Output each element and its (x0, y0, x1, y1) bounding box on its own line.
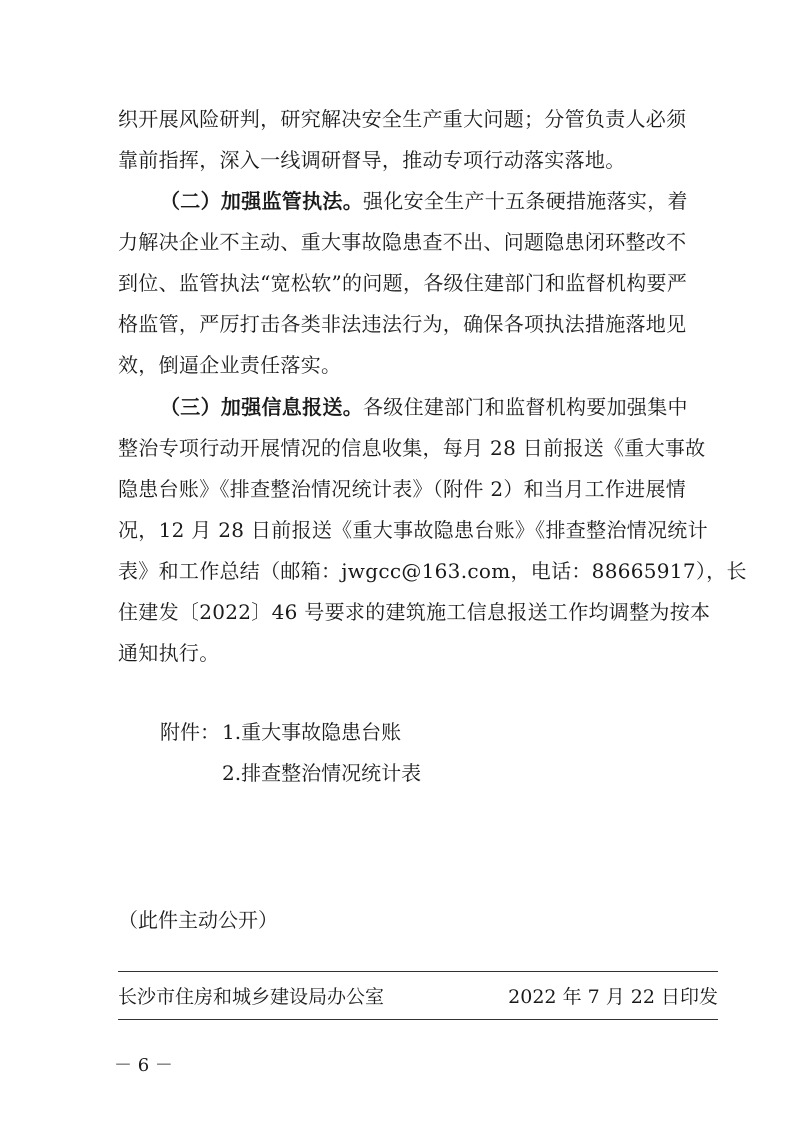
attachment-item: 1.重大事故隐患台账 (222, 720, 402, 744)
section-heading: （二）加强监管执法。 (160, 189, 363, 213)
body-line: 整治专项行动开展情况的信息收集，每月 28 日前报送《重大事故 (118, 436, 706, 460)
section-three-line (160, 395, 688, 419)
disclosure-note: （此件主动公开） (118, 908, 278, 932)
issuing-office: 长沙市住房和城乡建设局办公室 (118, 986, 385, 1008)
section-heading: （三）加强信息报送。 (160, 395, 363, 419)
body-line: 表》和工作总结（邮箱：jwgcc@163.com，电话：88665917），长 (118, 559, 747, 583)
print-date: 2022 年 7 月 22 日印发 (508, 986, 718, 1008)
body-line: 效，倒逼企业责任落实。 (118, 353, 342, 377)
body-line: 到位、监管执法“宽松软”的问题，各级住建部门和监督机构要严 (118, 271, 688, 295)
body-line: 织开展风险研判，研究解决安全生产重大问题；分管负责人必须 (118, 107, 687, 131)
attachments-label: 附件： (160, 720, 220, 744)
footer-bottom-rule (118, 1019, 718, 1020)
section-two-line (160, 189, 688, 213)
body-line: 靠前指挥，深入一线调研督导，推动专项行动落实落地。 (118, 148, 626, 172)
body-line: 况，12 月 28 日前报送《重大事故隐患台账》《排查整治情况统计 (118, 518, 708, 542)
footer-top-rule (118, 971, 718, 972)
body-text: 强化安全生产十五条硬措施落实，着 (363, 189, 688, 213)
attachment-item: 2.排查整治情况统计表 (222, 761, 422, 785)
body-line: 力解决企业不主动、重大事故隐患查不出、问题隐患闭环整改不 (118, 230, 687, 254)
body-text: 各级住建部门和监督机构要加强集中 (363, 395, 688, 419)
page-number: － 6 － (114, 1055, 173, 1076)
body-line: 隐患台账》《排查整治情况统计表》（附件 2）和当月工作进展情 (118, 477, 687, 501)
body-line: 格监管，严厉打击各类非法违法行为，确保各项执法措施落地见 (118, 312, 687, 336)
body-line: 住建发〔2022〕46 号要求的建筑施工信息报送工作均调整为按本 (118, 600, 711, 624)
body-line: 通知执行。 (118, 641, 220, 665)
